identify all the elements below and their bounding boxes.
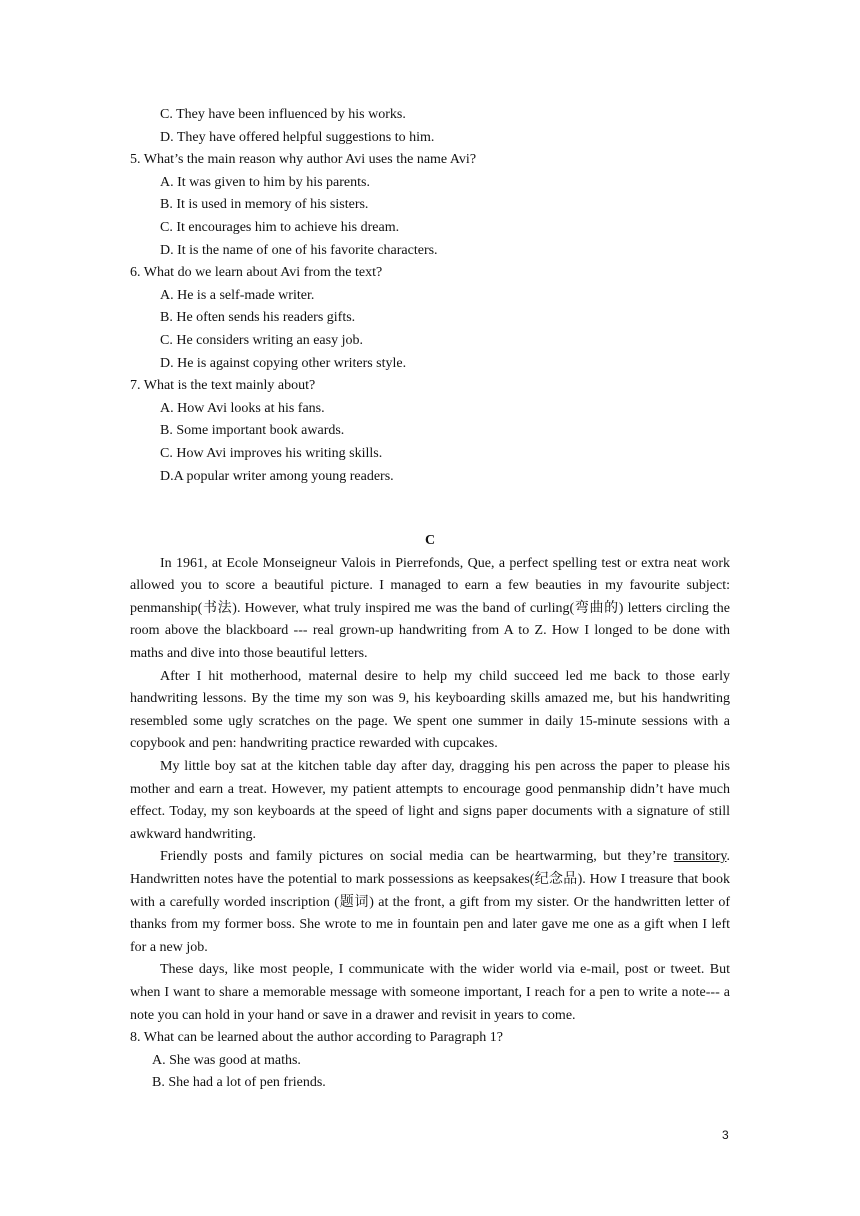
q7-stem: 7. What is the text mainly about? <box>130 378 316 394</box>
passage-paragraph-2: After I hit motherhood, maternal desire to help my child succeed led me back to those early handwriting lessons. By the time my son was 9, his keyboarding skills amazed me, but his handwriting resembled some ugly scratches on the page. We spent one summer in daily 15-minute sessions with a copybook and pen: handwriting practice rewarded with cupcakes. <box>130 668 730 752</box>
q7-option-d: D.A popular writer among young readers. <box>160 468 394 484</box>
q4-option-c: C. They have been influenced by his works. <box>160 107 406 122</box>
q5-option-d: D. It is the name of one of his favorite characters. <box>160 242 438 258</box>
q8-option-b: B. She had a lot of pen friends. <box>152 1075 326 1091</box>
q6-stem: 6. What do we learn about Avi from the text? <box>130 265 383 281</box>
page-number: 3 <box>722 1128 729 1142</box>
q6-option-c: C. He considers writing an easy job. <box>160 332 363 348</box>
underlined-word: transitory <box>673 849 727 865</box>
q7-option-b: B. Some important book awards. <box>160 423 345 439</box>
q5-option-b: B. It is used in memory of his sisters. <box>160 197 369 213</box>
q6-option-b: B. He often sends his readers gifts. <box>160 310 356 326</box>
q5-option-a: A. It was given to him by his parents. <box>160 174 370 190</box>
page-content <box>130 104 730 1095</box>
passage-paragraph-1: In 1961, at Ecole Monseigneur Valois in Pierrefonds, Que, a perfect spelling test or extra neat work allowed you to score a beautiful picture. I managed to earn a few beauties in my favourite subject: penmanship(书法). However, what truly inspired me was the band of curling(弯曲的) letters circling the room above the blackboard --- real grown-up handwriting from A to Z. How I longed to be done with maths and dive into those beautiful letters. <box>130 555 730 662</box>
q6-option-d: D. He is against copying other writers style. <box>160 355 407 371</box>
section-c-title: C <box>424 533 436 549</box>
q6-option-a: A. He is a self-made writer. <box>160 287 315 303</box>
paragraph-4-text-end: . Handwritten notes have the potential to mark possessions as keepsakes(纪念品). How I treasure that book with a carefully worded inscription (题词) at the front, a gift from my sister. Or the handwritten letter of thanks from my former boss. She wrote to me in fountain pen and later gave me one as a gift when I left for a new job. <box>130 849 730 955</box>
paragraph-4-text-start: Friendly posts and family pictures on social media can be heartwarming, but they’re <box>160 849 674 865</box>
q5-option-c: C. It encourages him to achieve his dream. <box>160 219 400 235</box>
q8-option-a: A. She was good at maths. <box>152 1052 301 1068</box>
q7-option-a: A. How Avi looks at his fans. <box>160 400 325 416</box>
q4-option-d: D. They have offered helpful suggestions to him. <box>160 129 435 145</box>
passage-paragraph-5: These days, like most people, I communicate with the wider world via e-mail, post or tweet. But when I want to share a memorable message with someone important, I reach for a pen to write a note--- a note you can hold in your hand or save in a drawer and revisit in years to come. <box>130 962 730 1023</box>
passage-paragraph-3: My little boy sat at the kitchen table day after day, dragging his pen across the paper to please his mother and earn a treat. However, my patient attempts to encourage good penmanship didn’t have much effect. Today, my son keyboards at the speed of light and signs paper documents with a signature of still awkward handwriting. <box>130 759 730 842</box>
q5-stem: 5. What’s the main reason why author Avi uses the name Avi? <box>130 152 477 168</box>
q7-option-c: C. How Avi improves his writing skills. <box>160 445 383 461</box>
passage-c <box>130 553 730 1027</box>
passage-paragraph-4 <box>130 846 730 959</box>
q8-stem: 8. What can be learned about the author according to Paragraph 1? <box>130 1030 503 1046</box>
